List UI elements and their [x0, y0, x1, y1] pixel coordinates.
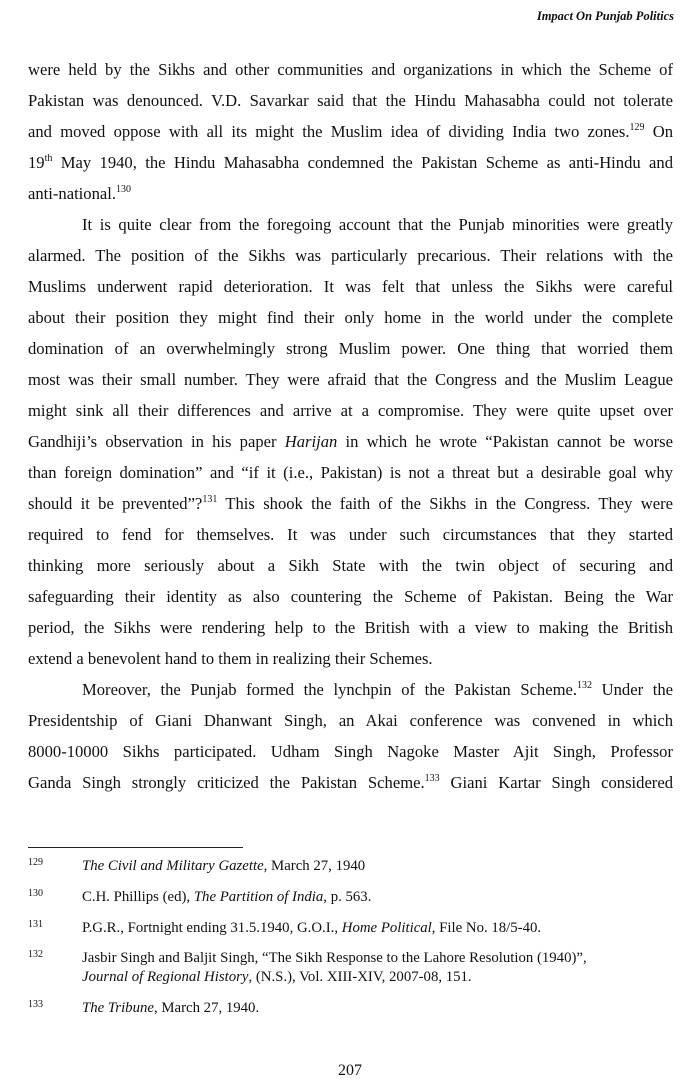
- text-line: safeguarding their identity as also countering the Scheme of Pakistan. Being the War: [28, 587, 673, 606]
- text-line: Pakistan was denounced. V.D. Savarkar said that the Hindu Mahasabha could not tolerate: [28, 91, 673, 110]
- text-line: required to fend for themselves. It was under such circumstances that they started: [28, 525, 673, 544]
- text-line: [28, 153, 673, 173]
- footnote-number: 129: [28, 857, 43, 868]
- footnote-separator: [28, 847, 243, 848]
- text-span: Giani Kartar Singh considered: [439, 773, 673, 792]
- footnote-number: 133: [28, 999, 43, 1010]
- text-span: in which he wrote “Pakistan cannot be worse: [337, 432, 673, 451]
- text-span: This shook the faith of the Sikhs in the Congress. They were: [217, 494, 674, 513]
- text-span: Ganda Singh strongly criticized the Pakistan Scheme.: [28, 773, 425, 792]
- text-line: Muslims underwent rapid deterioration. It was felt that unless the Sikhs were careful: [28, 277, 673, 296]
- text-span: 19: [28, 153, 45, 172]
- footnote-number: 130: [28, 888, 43, 899]
- text-span: anti-national.: [28, 184, 117, 203]
- running-head: Impact On Punjab Politics: [536, 9, 674, 23]
- text-span: , p. 563.: [323, 889, 372, 905]
- text-span: , (N.S.), Vol. XIII-XIV, 2007-08, 151.: [248, 969, 472, 985]
- text-line: about their position they might find their only home in the world under the complete: [28, 308, 673, 327]
- footnote-number: 131: [28, 919, 43, 930]
- footnote-number: 132: [28, 949, 43, 960]
- publication-title: The Civil and Military Gazette: [82, 858, 264, 874]
- text-span: and moved oppose with all its might the Muslim idea of dividing India two zones.: [28, 122, 630, 141]
- footnote-text: [82, 888, 371, 907]
- text-line: [28, 773, 673, 793]
- footnote-ref[interactable]: 129: [629, 122, 645, 133]
- text-span: Gandhiji’s observation in his paper: [28, 432, 285, 451]
- text-span: May 1940, the Hindu Mahasabha condemned the Pakistan Scheme as anti-Hindu and: [52, 153, 673, 172]
- footnote-text-line1: Jasbir Singh and Baljit Singh, “The Sikh Response to the Lahore Resolution (1940)”,: [82, 950, 587, 966]
- footnote-ref[interactable]: 133: [424, 773, 440, 784]
- publication-title: The Tribune: [82, 1000, 154, 1016]
- page-number: 207: [338, 1062, 362, 1079]
- text-line: [28, 432, 673, 452]
- text-line: [28, 122, 673, 142]
- text-line: It is quite clear from the foregoing account that the Punjab minorities were greatly: [82, 215, 673, 234]
- footnote-ref[interactable]: 132: [577, 680, 593, 691]
- publication-title: The Partition of India: [193, 889, 324, 905]
- publication-title: Home Political: [341, 920, 432, 936]
- footnote-ref[interactable]: 131: [202, 494, 218, 505]
- text-line: Presidentship of Giani Dhanwant Singh, an Akai conference was convened in which: [28, 711, 673, 730]
- text-line: might sink all their differences and arrive at a compromise. They were quite upset over: [28, 401, 673, 420]
- text-line: [28, 184, 673, 204]
- text-line: [28, 680, 673, 700]
- text-line: domination of an overwhelmingly strong Muslim power. One thing that worried them: [28, 339, 673, 358]
- text-line: thinking more seriously about a Sikh State with the twin object of securing and: [28, 556, 673, 575]
- footnote-text: [82, 857, 365, 876]
- footnote-text: [82, 999, 259, 1018]
- text-line: most was their small number. They were afraid that the Congress and the Muslim League: [28, 370, 673, 389]
- text-line: alarmed. The position of the Sikhs was particularly precarious. Their relations with the: [28, 246, 673, 265]
- text-line: [28, 494, 673, 514]
- text-line: were held by the Sikhs and other communities and organizations in which the Scheme of: [28, 60, 673, 79]
- footnote-ref[interactable]: 130: [116, 184, 132, 195]
- text-span: P.G.R., Fortnight ending 31.5.1940, G.O.I.,: [82, 920, 342, 936]
- text-span: , March 27, 1940: [263, 858, 366, 874]
- text-span: Under the: [592, 680, 673, 699]
- ordinal-suffix: th: [44, 153, 53, 164]
- footnote-text-line2: [82, 968, 472, 987]
- publication-title: Journal of Regional History: [82, 969, 249, 985]
- text-line: extend a benevolent hand to them in realizing their Schemes.: [28, 649, 433, 668]
- publication-title: Harijan: [284, 432, 338, 451]
- text-span: On: [652, 122, 673, 141]
- footnote-text: [82, 919, 541, 938]
- text-line: period, the Sikhs were rendering help to the British with a view to making the British: [28, 618, 673, 637]
- text-span: , March 27, 1940.: [153, 1000, 260, 1016]
- text-span: C.H. Phillips (ed),: [82, 889, 194, 905]
- text-span: Moreover, the Punjab formed the lynchpin of the Pakistan Scheme.: [82, 680, 578, 699]
- text-line: than foreign domination” and “if it (i.e., Pakistan) is not a threat but a desirable goal why: [28, 463, 673, 482]
- text-line: 8000-10000 Sikhs participated. Udham Singh Nagoke Master Ajit Singh, Professor: [28, 742, 673, 761]
- text-span: , File No. 18/5-40.: [431, 920, 542, 936]
- text-span: should it be prevented”?: [28, 494, 203, 513]
